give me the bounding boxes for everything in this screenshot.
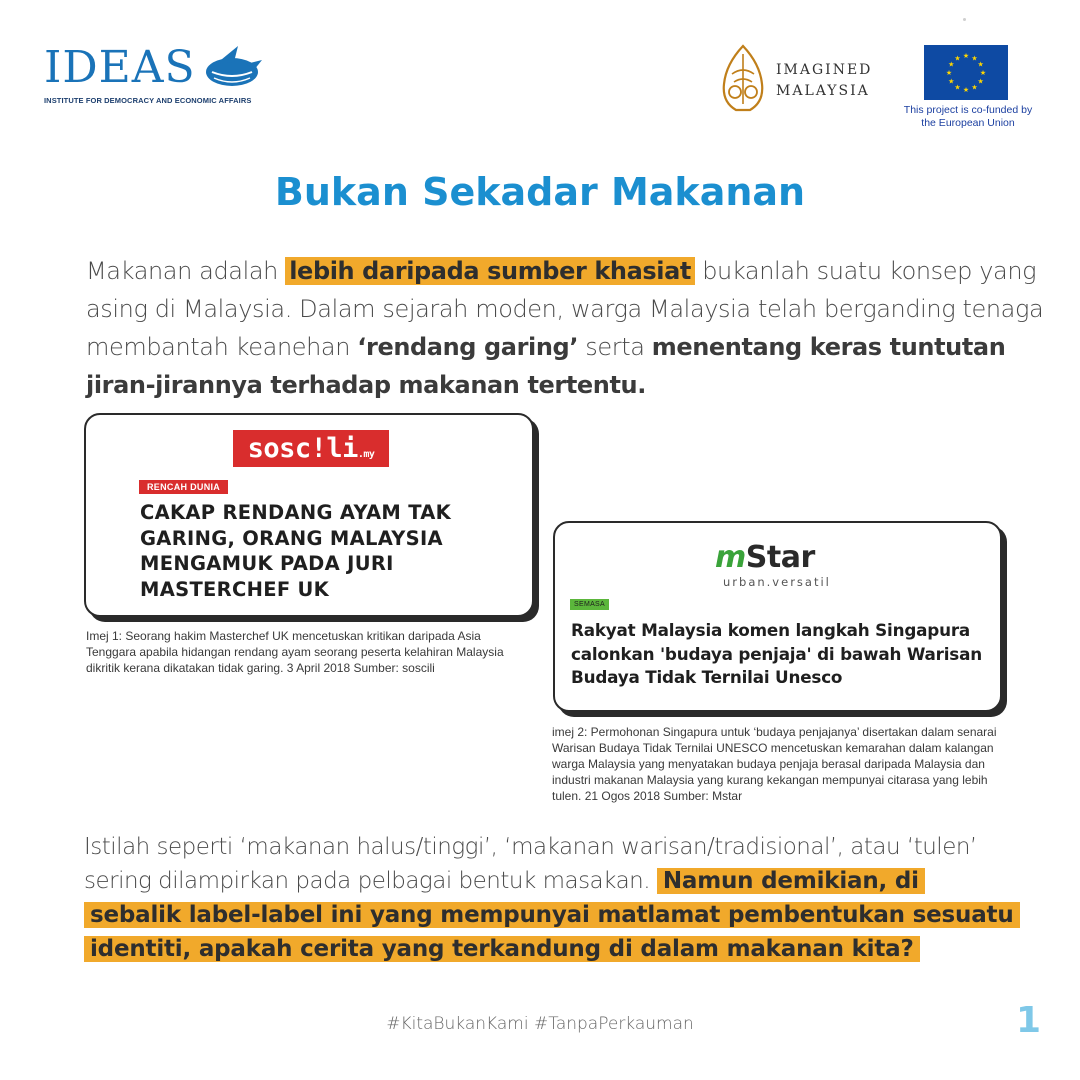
svg-text:★: ★	[971, 54, 978, 63]
svg-text:★: ★	[954, 54, 961, 63]
intro-line-2: asing di Malaysia. Dalam sejarah moden, warga Malaysia telah berganding tenaga	[86, 295, 1044, 323]
soscili-brand: sosc!li	[247, 433, 358, 464]
intro-line-4: jiran-jirannya terhadap makanan tertentu.	[86, 371, 646, 399]
svg-text:★: ★	[954, 83, 961, 92]
mstar-m-mark: m	[715, 540, 746, 575]
page-title: Bukan Sekadar Makanan	[274, 170, 806, 214]
eu-stars-icon	[924, 45, 1008, 100]
mstar-logo	[715, 540, 815, 575]
intro-text: Makanan adalah	[86, 257, 286, 285]
image-caption-1: Imej 1: Seorang hakim Masterchef UK mencetuskan kritikan daripada Asia Tenggara apabila hidangan rendang ayam seorang peserta kelahiran Malaysia dikritik kerana dikatakan tidak garing. 3 April 2018 Sumber: soscili	[86, 629, 504, 675]
bold-phrase: ‘rendang garing’	[357, 333, 579, 361]
svg-text:★: ★	[962, 86, 970, 94]
svg-text:★: ★	[977, 60, 984, 69]
wayang-ornament-icon	[720, 44, 766, 114]
closing-line-4	[84, 932, 1044, 966]
intro-paragraph	[86, 252, 1046, 404]
highlight-phrase: lebih daripada sumber khasiat	[285, 257, 695, 285]
mstar-tagline: urban.versatil	[723, 575, 831, 589]
category-tag: RENCAH DUNIA	[139, 480, 228, 494]
soscili-logo	[233, 430, 389, 467]
intro-text: bukanlah suatu konsep yang	[694, 257, 1037, 285]
svg-text:★: ★	[979, 69, 987, 77]
decor-dot	[963, 18, 966, 21]
ideas-wordmark: IDEAS	[44, 42, 196, 93]
news-headline: CAKAP RENDANG AYAM TAK GARING, ORANG MALAYSIA MENGAMUK PADA JURI MASTERCHEF UK	[140, 501, 452, 601]
category-tag: SEMASA	[570, 599, 609, 610]
imagined-line: IMAGINED	[776, 62, 873, 78]
news-card-soscili	[84, 413, 534, 617]
intro-line-3	[86, 328, 1046, 366]
news-headline: Rakyat Malaysia komen langkah Singapura calonkan 'budaya penjaja' di bawah Warisan Budaya Tidak Ternilai Unesco	[571, 620, 982, 687]
eu-caption-line-1: This project is co-funded by	[903, 104, 1033, 116]
hashtags: #KitaBukanKami #TanpaPerkauman	[386, 1014, 694, 1034]
imagined-malaysia-wordmark	[776, 60, 872, 102]
image-caption-2: imej 2: Permohonan Singapura untuk ‘budaya penjajanya’ disertakan dalam senarai Warisan Budaya Tidak Ternilai UNESCO mencetuskan kemarahan dalam kalangan warga Malaysia yang menyatakan budaya penjaja berasal daripada Malaysia dan industri makanan Malaysia yang kurang kekangan mempunyai citarasa yang lebih tulen. 21 Ogos 2018 Sumber: Mstar	[552, 725, 997, 803]
ideas-subtitle: INSTITUTE FOR DEMOCRACY AND ECONOMIC AFFAIRS	[44, 96, 252, 105]
mstar-wordmark: Star	[745, 540, 815, 575]
page-number: 1	[1016, 1000, 1042, 1041]
intro-text: membantah keanehan	[86, 333, 358, 361]
svg-text:★: ★	[948, 60, 955, 69]
closing-line-1: Istilah seperti ‘makanan halus/tinggi’, ‘makanan warisan/tradisional’, atau ‘tulen’	[84, 834, 977, 860]
svg-text:★: ★	[948, 77, 955, 86]
intro-text: serta	[578, 333, 652, 361]
closing-line-2	[84, 864, 1044, 898]
news-card-mstar	[553, 521, 1002, 712]
svg-text:★: ★	[971, 83, 978, 92]
closing-line-3	[84, 898, 1044, 932]
eu-caption-line-2: the European Union	[921, 117, 1015, 129]
highlight-phrase: identiti, apakah cerita yang terkandung di dalam makanan kita?	[84, 936, 920, 962]
eu-flag	[924, 45, 1008, 100]
closing-paragraph	[84, 830, 1044, 966]
bold-phrase: menentang keras tuntutan	[651, 333, 1006, 361]
svg-text:★: ★	[945, 69, 953, 77]
soscili-tld: .my	[357, 449, 375, 460]
highlight-phrase: sebalik label-label ini yang mempunyai matlamat pembentukan sesuatu	[84, 902, 1020, 928]
svg-text:★: ★	[962, 52, 970, 60]
malaysia-line: MALAYSIA	[776, 83, 870, 99]
svg-text:★: ★	[977, 77, 984, 86]
highlight-phrase: Namun demikian, di	[657, 868, 925, 894]
bird-icon	[198, 42, 264, 94]
closing-text: sering dilampirkan pada pelbagai bentuk masakan.	[84, 868, 657, 894]
eu-caption	[894, 104, 1042, 130]
intro-line-1	[86, 252, 1046, 290]
